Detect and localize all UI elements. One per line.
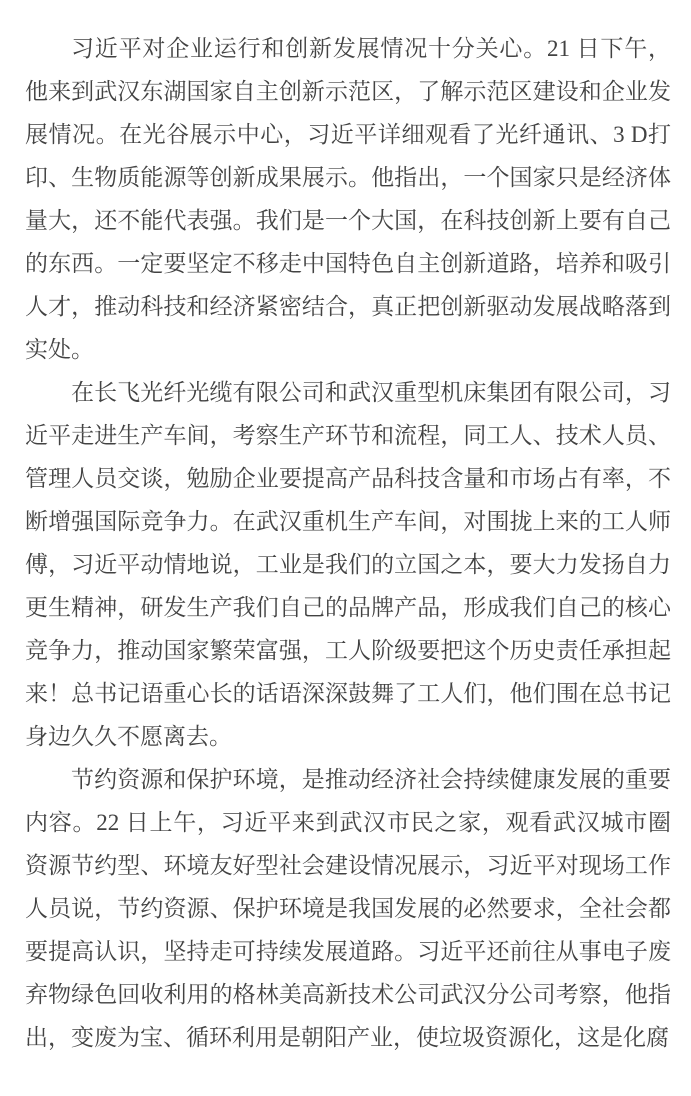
paragraph-factory-visit: 在长飞光纤光缆有限公司和武汉重型机床集团有限公司，习近平走进生产车间，考察生产环节和流程，同工人、技术人员、管理人员交谈，勉励企业要提高产品科技含量和市场占有率，不断增强国际竞争力。在武汉重机生产车间，对围拢上来的工人师傅，习近平动情地说，工业是我们的立国之本，要大力发扬自力更生精神，研发生产我们自己的品牌产品，形成我们自己的核心竞争力，推动国家繁荣富强，工人阶级要把这个历史责任承担起来！总书记语重心长的话语深深鼓舞了工人们，他们围在总书记身边久久不愿离去。 xyxy=(25,380,671,749)
paragraph-enterprise-innovation: 习近平对企业运行和创新发展情况十分关心。21 日下午，他来到武汉东湖国家自主创新示范区，了解示范区建设和企业发展情况。在光谷展示中心，习近平详细观看了光纤通讯、3 D打印、生物质能源等创新成果展示。他指出，一个国家只是经济体量大，还不能代表强。我们是一个大国，在科技创新上要有自己的东西。一定要坚定不移走中国特色自主创新道路，培养和吸引人才，推动科技和经济紧密结合，真正把创新驱动发展战略落到实处。 xyxy=(25,36,671,362)
paragraph-resource-environment: 节约资源和保护环境，是推动经济社会持续健康发展的重要内容。22 日上午，习近平来到武汉市民之家，观看武汉城市圈资源节约型、环境友好型社会建设情况展示，习近平对现场工作人员说，节约资源、保护环境是我国发展的必然要求，全社会都要提高认识，坚持走可持续发展道路。习近平还前往从事电子废弃物绿色回收利用的格林美高新技术公司武汉分公司考察，他指出，变废为宝、循环利用是朝阳产业，使垃圾资源化，这是化腐 xyxy=(25,767,671,1050)
